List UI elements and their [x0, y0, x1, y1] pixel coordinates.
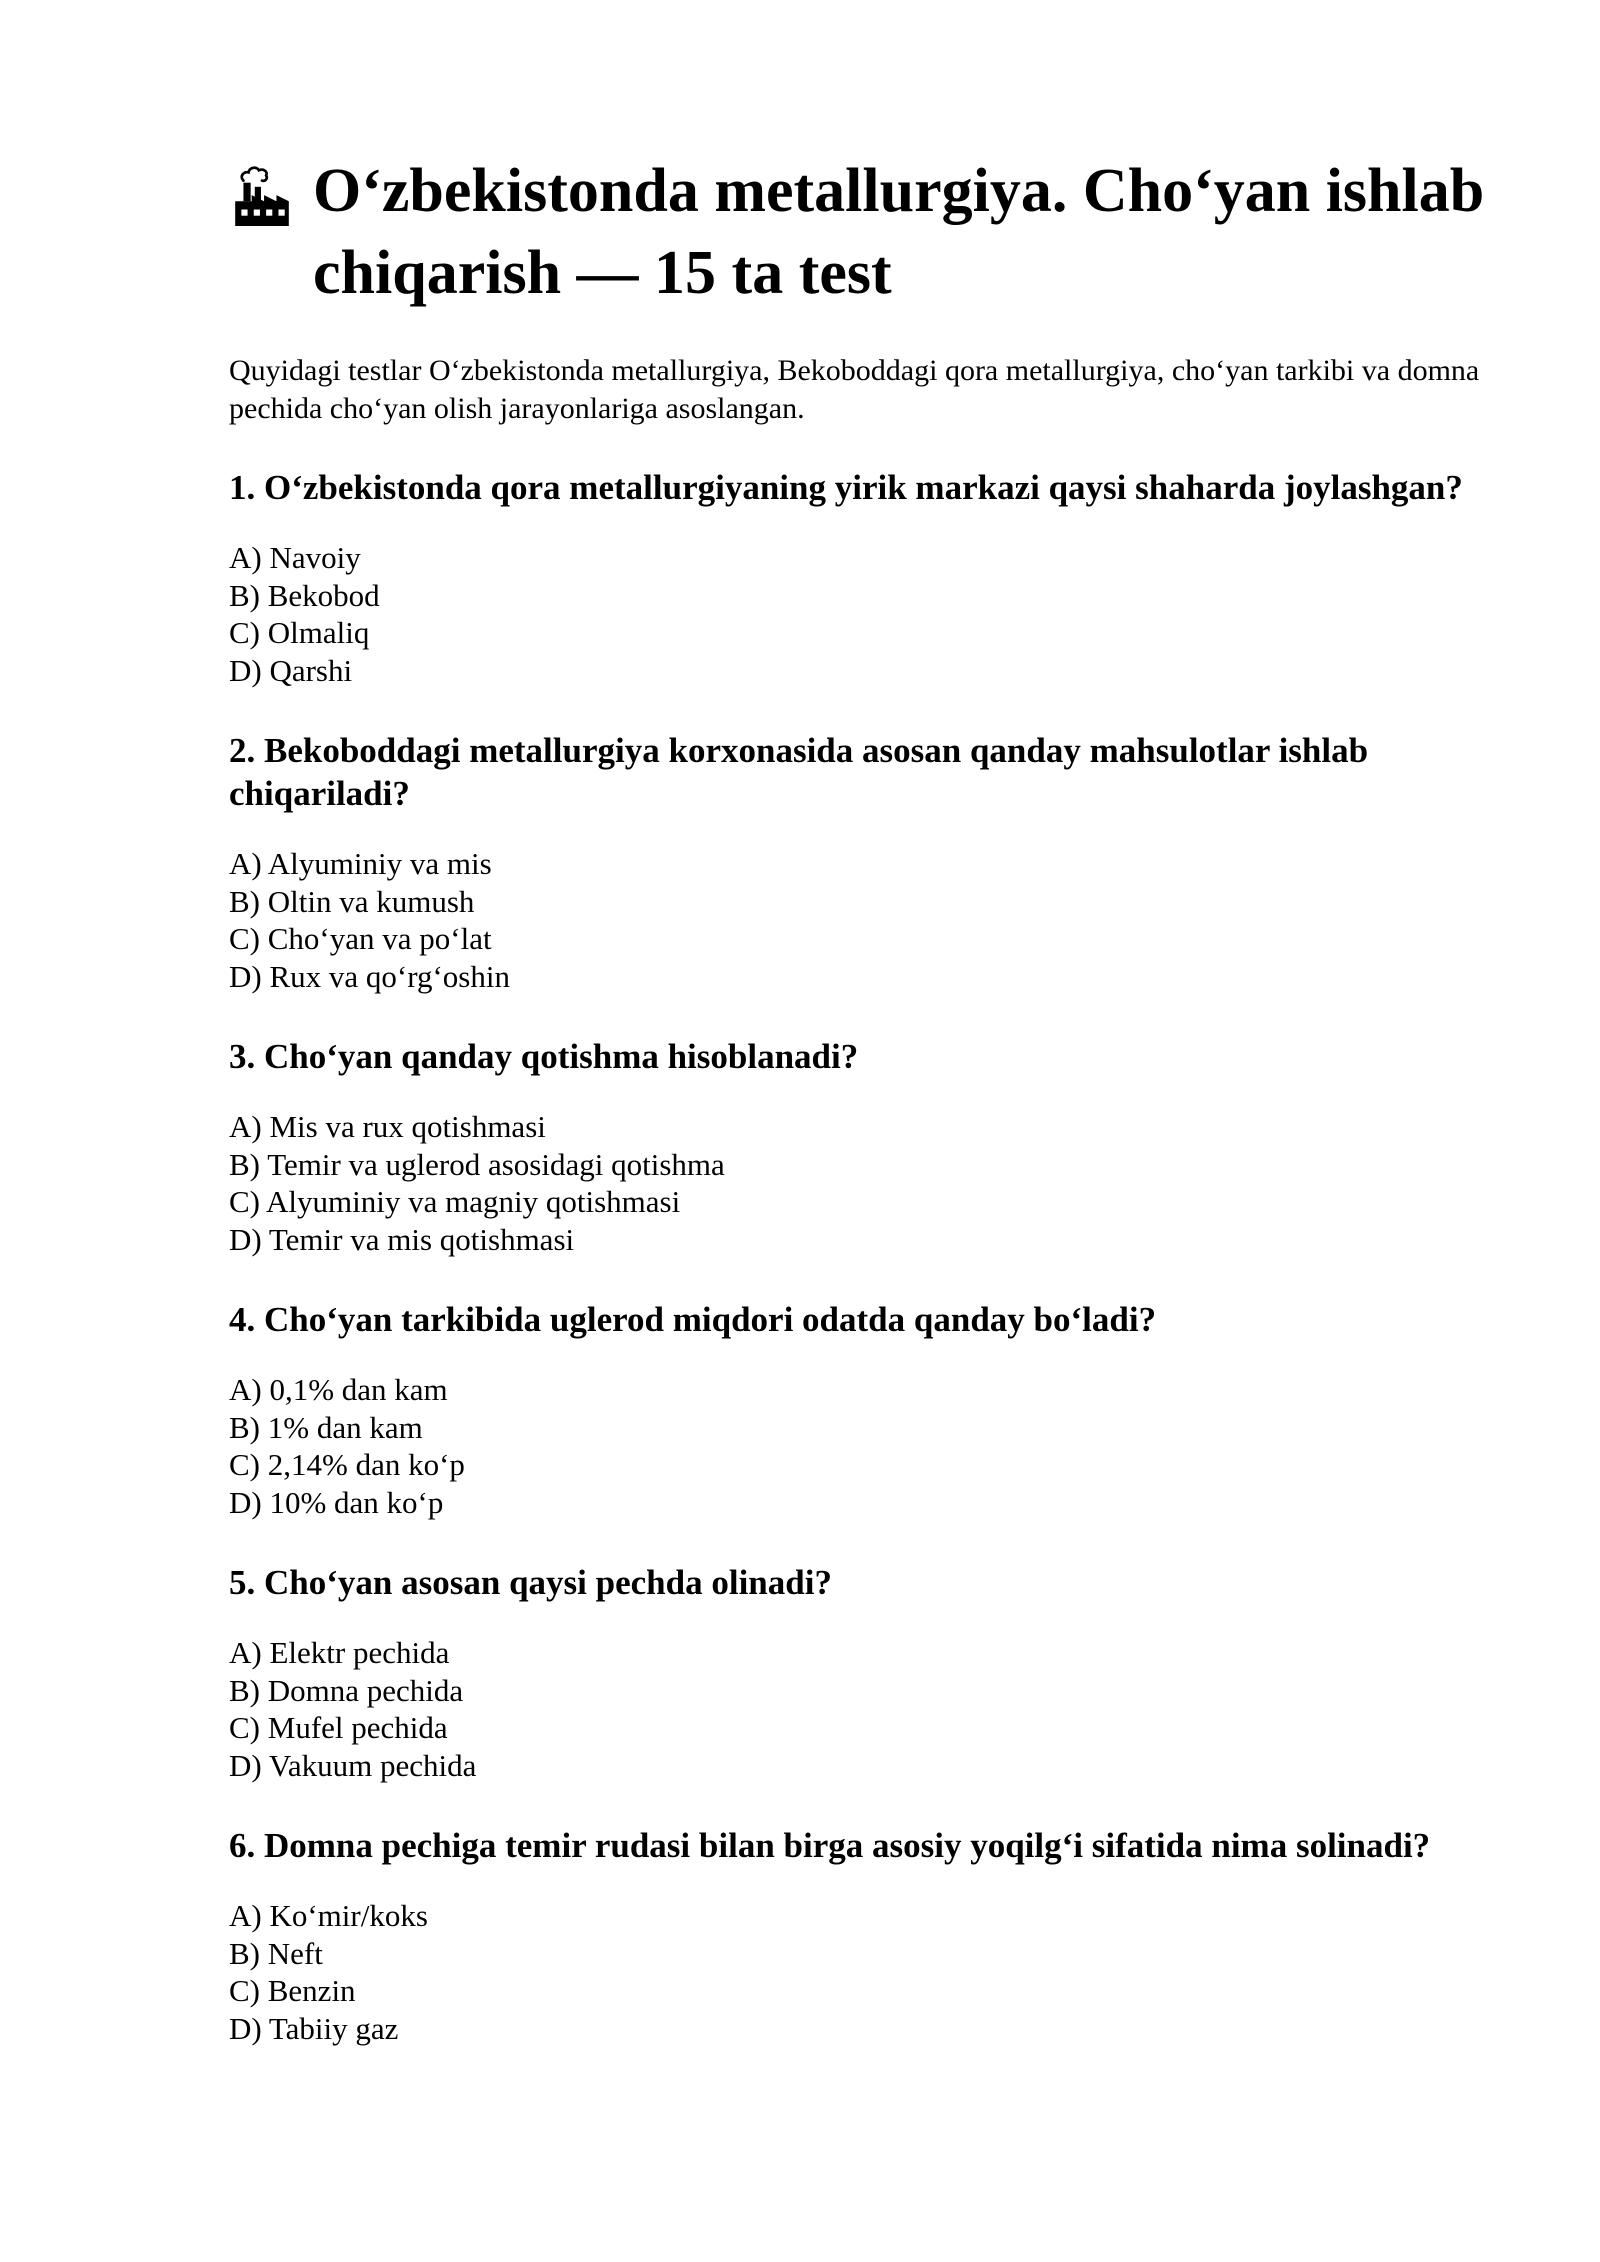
answer-option: B) Oltin va kumush [229, 883, 475, 919]
answer-option: B) Temir va uglerod asosidagi qotishma [229, 1146, 725, 1182]
answer-list [229, 1371, 1499, 1521]
answer-option: A) Navoiy [229, 540, 361, 575]
answer-list [229, 845, 1499, 995]
answer-list [229, 1108, 1499, 1258]
question-text: 3. Cho‘yan qanday qotishma hisoblanadi? [229, 1037, 859, 1076]
answer-option: B) Domna pechida [229, 1672, 464, 1708]
answer-option: A) Mis va rux qotishmasi [229, 1109, 546, 1144]
question-text: 4. Cho‘yan tarkibida uglerod miqdori odatda qanday bo‘ladi? [229, 1300, 1157, 1339]
document-page [229, 150, 1499, 2087]
answer-option: B) 1% dan kam [229, 1409, 423, 1445]
question-4 [229, 1298, 1499, 1521]
question-2 [229, 729, 1499, 995]
answer-option: C) 2,14% dan ko‘p [229, 1447, 465, 1482]
question-list [229, 466, 1499, 2047]
answer-option: B) Neft [229, 1935, 323, 1971]
question-text: 5. Cho‘yan asosan qaysi pechda olinadi? [229, 1563, 832, 1602]
question-5 [229, 1561, 1499, 1784]
answer-option: D) Rux va qo‘rg‘oshin [229, 958, 510, 994]
answer-option: D) Qarshi [229, 652, 353, 688]
answer-option: C) Olmaliq [229, 615, 370, 650]
question-6 [229, 1824, 1499, 2047]
answer-option: A) Alyuminiy va mis [229, 846, 492, 881]
answer-option: D) Vakuum pechida [229, 1747, 477, 1783]
intro-paragraph: Quyidagi testlar O‘zbekistonda metallurgiya, Bekoboddagi qora metallurgiya, cho‘yan tarkibi va domna pechida cho‘yan olish jarayonlariga asoslangan. [229, 354, 1480, 425]
page-title [229, 150, 1499, 314]
answer-list [229, 539, 1499, 689]
question-3 [229, 1035, 1499, 1258]
question-text: 2. Bekoboddagi metallurgiya korxonasida asosan qanday mahsulotlar ishlab chiqariladi? [229, 731, 1369, 813]
answer-option: D) Temir va mis qotishmasi [229, 1221, 575, 1257]
answer-option: C) Benzin [229, 1973, 356, 2008]
question-1 [229, 466, 1499, 689]
question-text: 1. O‘zbekistonda qora metallurgiyaning yirik markazi qaysi shaharda joylashgan? [229, 468, 1463, 507]
answer-option: C) Mufel pechida [229, 1710, 448, 1745]
answer-list [229, 1634, 1499, 1784]
answer-list [229, 1897, 1499, 2047]
question-text: 6. Domna pechiga temir rudasi bilan birga asosiy yoqilg‘i sifatida nima solinadi? [229, 1826, 1431, 1865]
answer-option: C) Alyuminiy va magniy qotishmasi [229, 1184, 681, 1219]
factory-icon [229, 160, 295, 226]
answer-option: D) Tabiiy gaz [229, 2010, 399, 2046]
answer-option: B) Bekobod [229, 577, 380, 613]
answer-option: A) Ko‘mir/koks [229, 1898, 428, 1933]
answer-option: A) Elektr pechida [229, 1635, 450, 1670]
answer-option: D) 10% dan ko‘p [229, 1484, 444, 1520]
answer-option: C) Cho‘yan va po‘lat [229, 921, 492, 956]
title-text: O‘zbekistonda metallurgiya. Cho‘yan ishlab chiqarish — 15 ta test [313, 157, 1485, 307]
answer-option: A) 0,1% dan kam [229, 1372, 448, 1407]
